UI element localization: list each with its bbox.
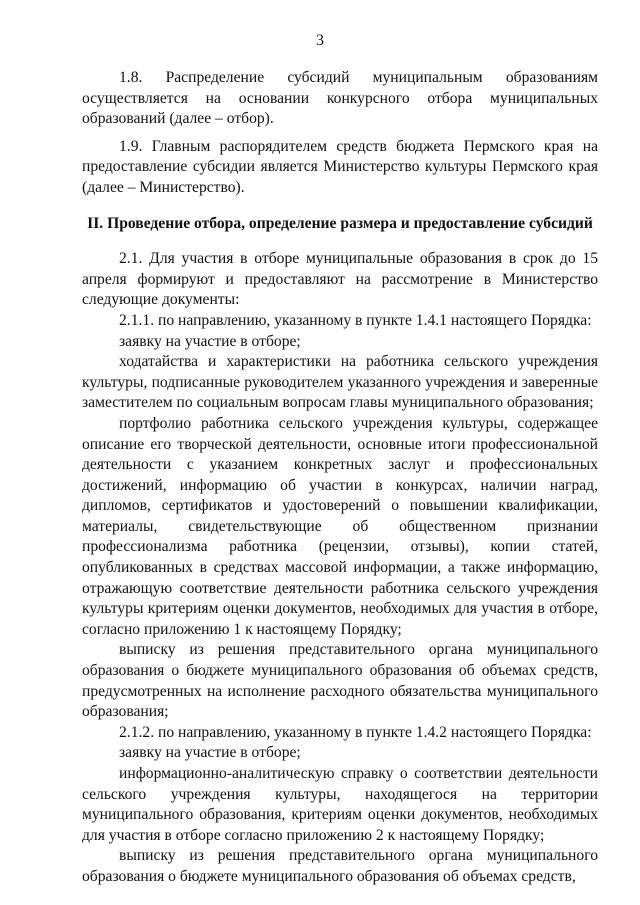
paragraph-1-9: 1.9. Главным распорядителем средств бюджета Пермского края на предоставление субсидии является Министерство культуры Пермского края (далее – Министерство). xyxy=(82,137,598,196)
paragraph-2-1-1: 2.1.1. по направлению, указанному в пункте 1.4.1 настоящего Порядка: xyxy=(119,311,592,329)
section-heading: II. Проведение отбора, определение размера и предоставление субсидий xyxy=(87,214,593,232)
list-item-budget-extract-2: выписку из решения представительного органа муниципального образования о бюджете муниципального образования об объемах средств, xyxy=(82,847,598,885)
paragraph-2-1-2: 2.1.2. по направлению, указанному в пункте 1.4.2 настоящего Порядка: xyxy=(119,723,592,741)
list-item-portfolio: портфолио работника сельского учреждения культуры, содержащее описание его творческой деятельности, основные итоги профессиональной деятельности с указанием конкретных заслуг и профессиональных достижений, информацию об участии в конкурсах, наличии наград, дипломов, сертификатов и удостоверений о повышении квалификации, материалы, свидетельствующие об общественном признании профессионализма работника (рецензии, отзывы), копии статей, опубликованных в средствах массовой информации, а также информацию, отражающую соответствие деятельности работника сельского учреждения культуры критериям оценки документов, необходимых для участия в отборе, согласно приложению 1 к настоящему Порядку; xyxy=(82,414,598,638)
paragraph-1-8: 1.8. Распределение субсидий муниципальным образованиям осуществляется на основании конкурсного отбора муниципальных образований (далее – отбор). xyxy=(82,69,598,128)
list-item-analytical-report: информационно-аналитическую справку о соответствии деятельности сельского учреждения культуры, находящегося на территории муниципального образования, критериям оценки документов, необходимых для участия в отборе согласно приложению 2 к настоящему Порядку; xyxy=(82,765,598,844)
list-item-petitions: ходатайства и характеристики на работника сельского учреждения культуры, подписанные руководителем указанного учреждения и заверенные заместителем по социальным вопросам главы муниципального образования; xyxy=(82,353,598,412)
list-item-application-2: заявку на участие в отборе; xyxy=(119,744,301,762)
list-item-budget-extract: выписку из решения представительного органа муниципального образования о бюджете муниципального образования об объемах средств, предусмотренных на исполнение расходного обязательства муниципального образования; xyxy=(82,641,598,721)
document-body xyxy=(82,68,598,888)
page-number: 3 xyxy=(316,32,324,49)
list-item-application: заявку на участие в отборе; xyxy=(119,332,301,350)
paragraph-2-1: 2.1. Для участия в отборе муниципальные образования в срок до 15 апреля формируют и предоставляют на рассмотрение в Министерство следующие документы: xyxy=(82,250,598,309)
